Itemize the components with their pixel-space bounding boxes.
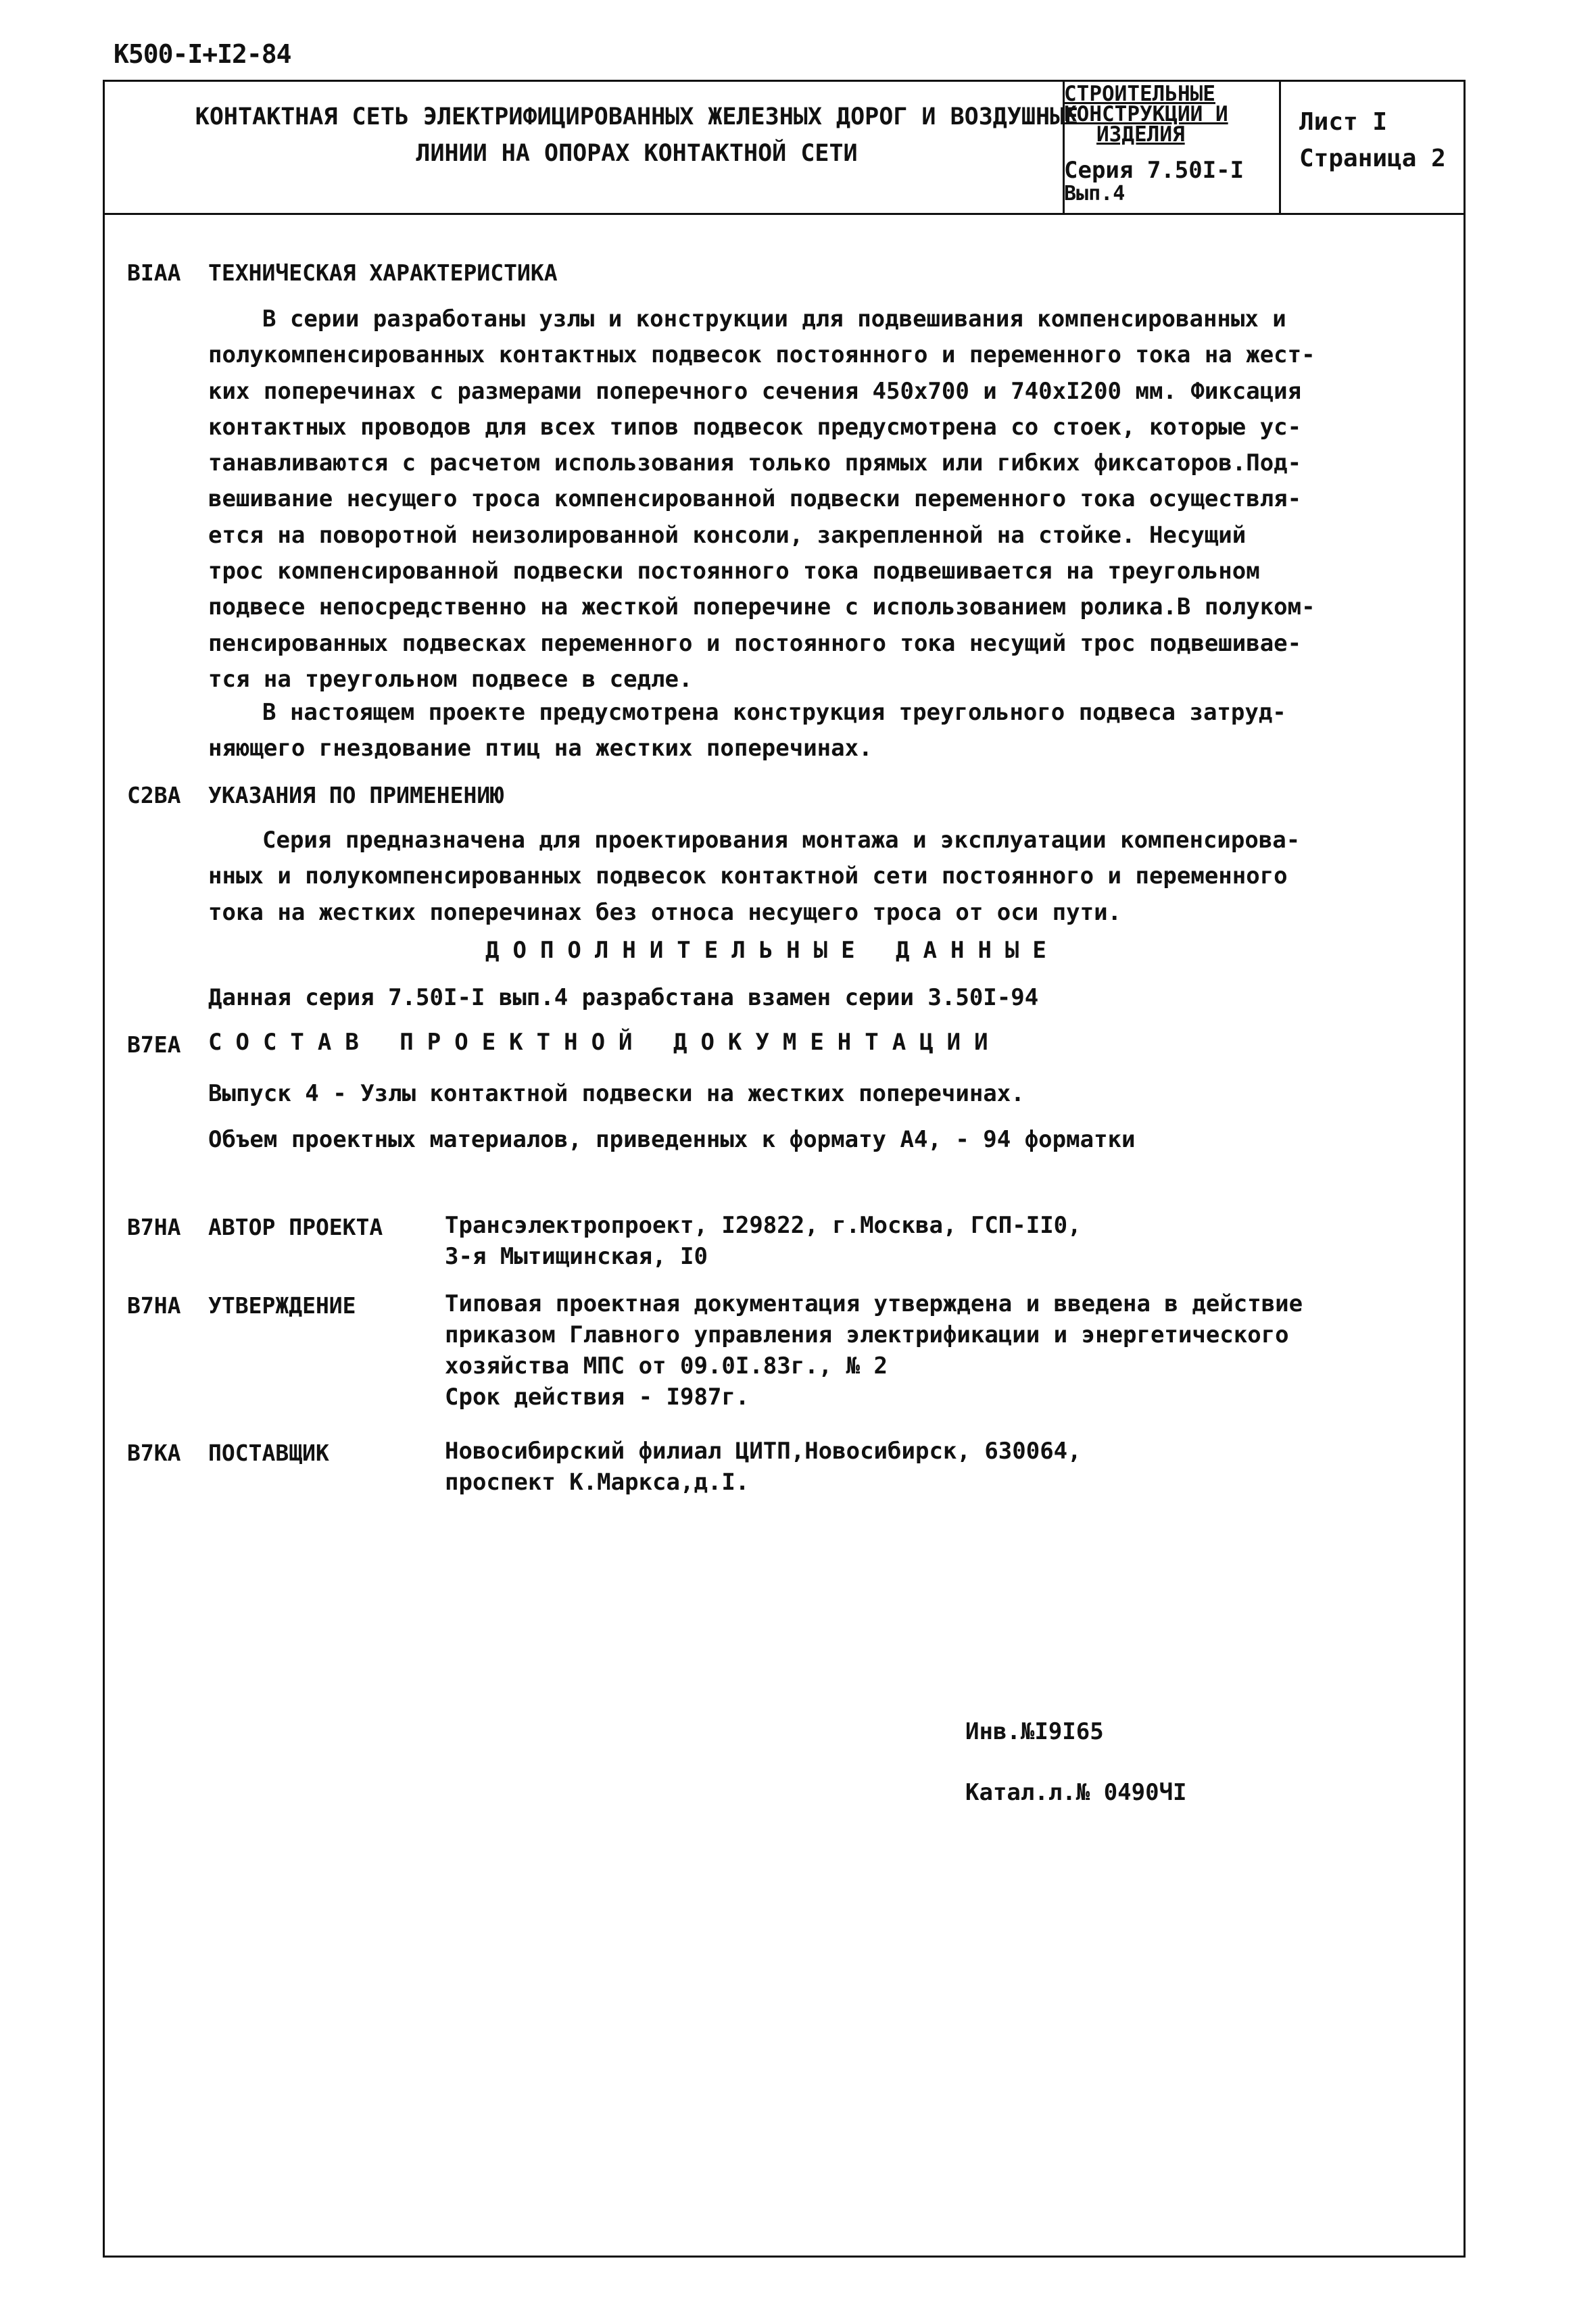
category-line2: КОНСТРУКЦИИ И [1064, 102, 1228, 126]
tech-paragraph-2: В настоящем проекте предусмотрена конструкция треугольного подвеса затруд- няющего гнездование птиц на жестких поперечинах. [208, 699, 1286, 762]
category-line3: ИЗДЕЛИЯ [1096, 122, 1185, 147]
section-label-supplier: ПОСТАВЩИК [208, 1440, 329, 1466]
series-label: Серия 7.50I-I [1064, 157, 1244, 184]
title-divider-right [1279, 80, 1281, 213]
supplier-value: Новосибирский филиал ЦИТП,Новосибирск, 630064, проспект К.Маркса,д.I. [445, 1438, 1082, 1496]
section-code-author: B7HA [127, 1214, 181, 1240]
section-code-composition: B7EA [127, 1031, 181, 1058]
section-heading-usage: УКАЗАНИЯ ПО ПРИМЕНЕНИЮ [208, 782, 504, 808]
inventory-number: Инв.№I9I65 [965, 1718, 1104, 1745]
tech-paragraph-1: В серии разработаны узлы и конструкции для подвешивания компенсированных и полукомпенсированных контактных подвесок постоянного и переменного тока на жест- ких поперечинах с размерами поперечного сечения 450х700 и 740хI200 мм. Фиксация контактных проводов для всех типов подвесок предусмотрена со стоек, которые ус- танавливаются с расчетом использования только прямых или гибких фиксаторов.Под- вешивание несущего троса компенсированной подвески переменного тока осуществля- ется на поворотной неизолированной консоли, закрепленной на стойке. Несущий трос компенсированной подвески постоянного тока подвешивается на треугольном подвесе непосредственно на жесткой поперечине с использованием ролика.В полуком- пенсированных подвесках переменного и постоянного тока несущий трос подвешивае- тся на треугольном подвесе в седле. [208, 306, 1315, 693]
section-label-approval: УТВЕРЖДЕНИЕ [208, 1292, 356, 1319]
composition-issue: Выпуск 4 - Узлы контактной подвески на жестких поперечинах. [208, 1080, 1025, 1107]
section-label-author: АВТОР ПРОЕКТА [208, 1214, 383, 1240]
document-code: К500-I+I2-84 [114, 39, 291, 69]
composition-volume: Объем проектных материалов, приведенных к формату А4, - 94 форматки [208, 1126, 1136, 1153]
usage-paragraph: Серия предназначена для проектирования монтажа и эксплуатации компенсирова- нных и полукомпенсированных подвесок контактной сети постоянного и переменного тока на жестких поперечинах без относа несущего троса от оси пути. [208, 827, 1301, 926]
section-heading-tech: ТЕХНИЧЕСКАЯ ХАРАКТЕРИСТИКА [208, 260, 558, 286]
page-label: Страница 2 [1299, 145, 1446, 172]
category-line1: СТРОИТЕЛЬНЫЕ [1064, 82, 1215, 106]
section-heading-composition: СОСТАВ ПРОЕКТНОЙ ДОКУМЕНТАЦИИ [208, 1029, 1002, 1056]
doc-title-line1: КОНТАКТНАЯ СЕТЬ ЭЛЕКТРИФИЦИРОВАННЫХ ЖЕЛЕЗНЫХ ДОРОГ И ВОЗДУШНЫЕ [195, 103, 1079, 130]
issue-label: Вып.4 [1064, 182, 1126, 205]
doc-title-line2: ЛИНИИ НА ОПОРАХ КОНТАКТНОЙ СЕТИ [416, 140, 858, 167]
sheet-label: Лист I [1299, 108, 1388, 136]
title-block [103, 80, 1466, 215]
section-code-approval: B7HA [127, 1292, 181, 1319]
catalog-number: Катал.л.№ 0490ЧI [965, 1779, 1187, 1806]
extra-text: Данная серия 7.50I-I вып.4 разрабстана взамен серии 3.50I-94 [208, 984, 1039, 1011]
doc-title [116, 99, 1157, 172]
sheet-cell [1299, 104, 1446, 177]
approval-value: Типовая проектная документация утверждена и введена в действие приказом Главного управления электрификации и энергетического хозяйства МПС от 09.0I.83г., № 2 Срок действия - I987г. [445, 1290, 1303, 1411]
section-code-tech: BIAA [127, 260, 181, 286]
category-cell [1064, 84, 1269, 204]
extra-heading: ДОПОЛНИТЕЛЬНЫЕ ДАННЫЕ [485, 937, 1060, 964]
author-value: Трансэлектропроект, I29822, г.Москва, ГСП-II0, 3-я Мытищинская, I0 [445, 1212, 1082, 1270]
section-code-usage: C2BA [127, 782, 181, 808]
section-code-supplier: B7KA [127, 1440, 181, 1466]
